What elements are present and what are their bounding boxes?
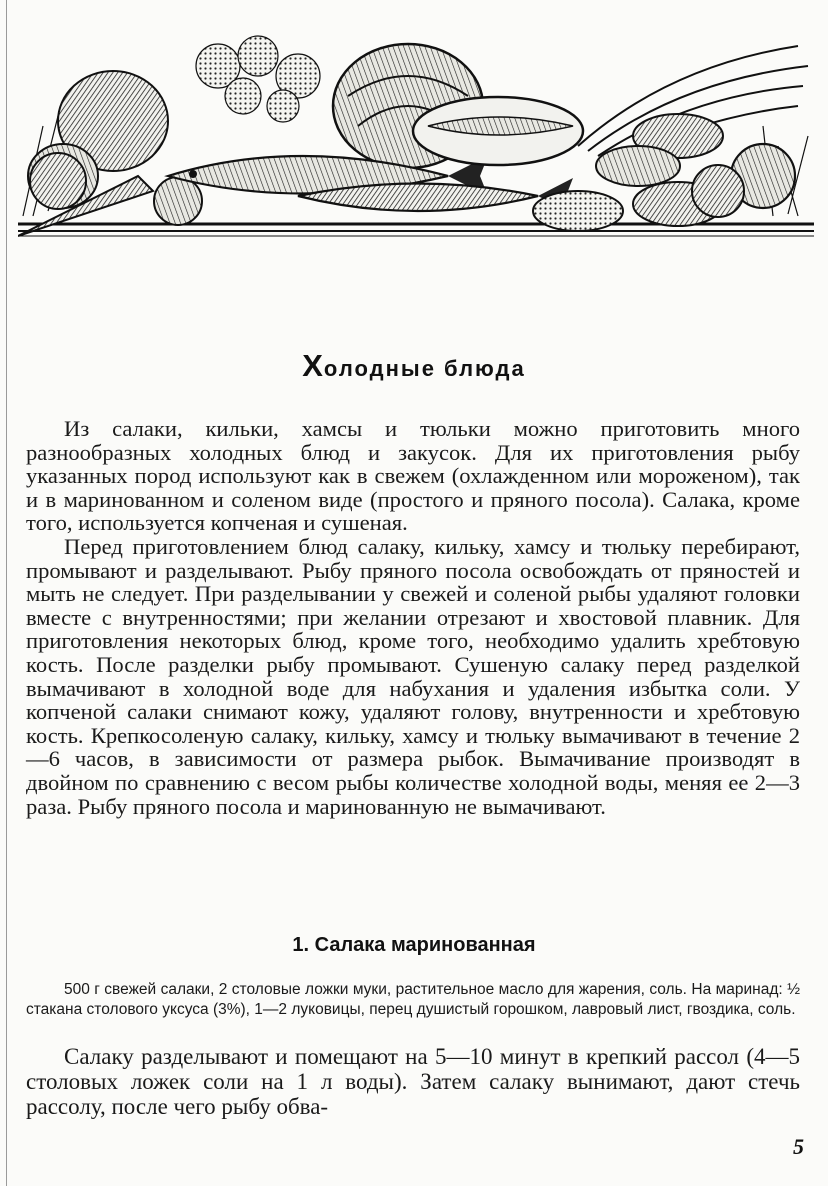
page-number: 5 — [793, 1134, 804, 1159]
intro-paragraph-2: Перед приготовлением блюд салаку, кильку, хамсу и тюльку перебирают, промывают и разделывают. Рыбу пряного посола освобождать от пряностей и мыть не следует. При разделывании у свежей и соленой рыбы удаляют головки вместе с внутренностями; при желании отрезают и хвостовой плавник. Для приготовления некоторых блюд, кроме того, необходимо удалить хребтовую кость. После разделки рыбу промывают. Сушеную салаку перед разделкой вымачивают в холодной воде для набухания и удаления избытка соли. У копченой салаки снимают кожу, удаляют голову, внутренности и хребтовую кость. Крепкосоленую салаку, кильку, хамсу и тюльку вымачивают в течение 2—6 часов, в зависимости от размера рыбок. Вымачивание производят в двойном по сравнению с весом рыбы количестве холодной воды, меняя ее 2—3 раза. Рыбу пряного посола и маринованную не вымачивают. — [26, 533, 800, 819]
recipe-body — [26, 1044, 800, 1119]
page-edge — [6, 0, 7, 1186]
page-title — [0, 348, 828, 384]
intro-paragraph-1: Из салаки, кильки, хамсы и тюльки можно приготовить много разнообразных холодных блюд и закусок. Для их приготовления рыбу указанных пород используют как в свежем (охлажденном или мороженом), так и в маринованном и соленом виде (простого и пряного посола). Салака, кроме того, используется копченая и сушеная. — [26, 416, 800, 536]
recipe-ingredients: 500 г свежей салаки, 2 столовые ложки муки, растительное масло для жарения, соль. На маринад: ½ стакана столового уксуса (3%), 1—2 луковицы, перец душистый горошком, лавровый лист, гвоздика, соль. — [26, 981, 800, 1018]
intro-text — [26, 417, 800, 818]
recipe-title: 1. Салака маринованная — [292, 934, 536, 956]
vegetables-and-fish-engraving-icon — [18, 26, 814, 240]
recipe-body-paragraph: Салаку разделывают и помещают на 5—10 минут в крепкий рассол (4—5 столовых ложек соли на 1 л воды). Затем салаку вынимают, дают стечь рассолу, после чего рыбу обва- — [26, 1044, 800, 1119]
title-rest: олодные блюда — [323, 356, 526, 381]
title-initial: Х — [302, 348, 324, 383]
